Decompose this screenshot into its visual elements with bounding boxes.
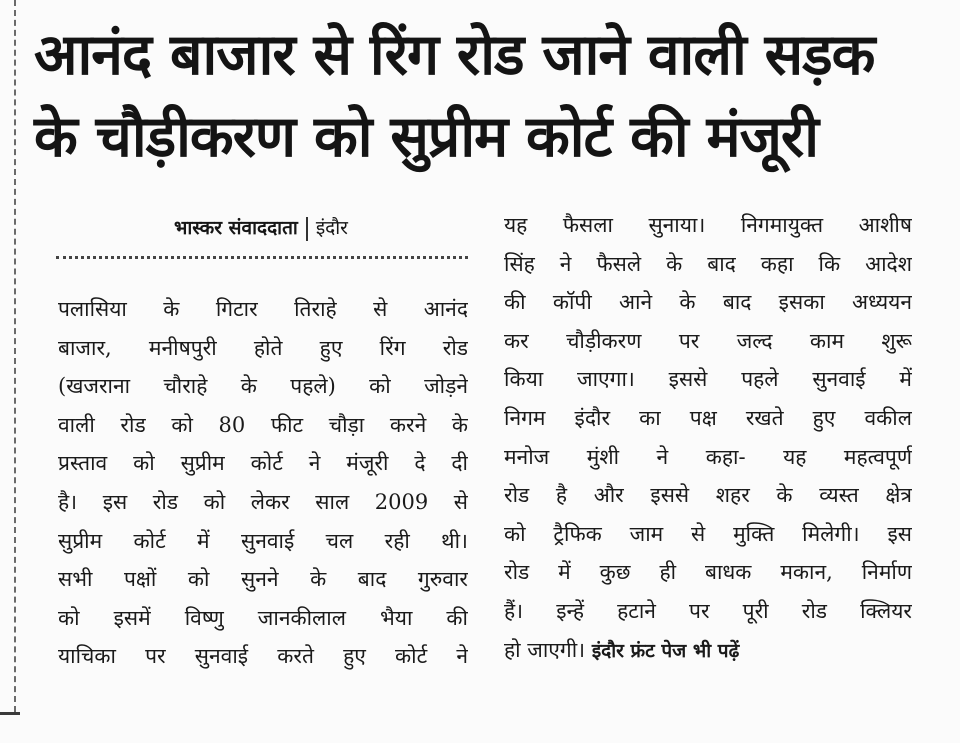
article-line: कर चौड़ीकरण पर जल्द काम शुरू xyxy=(504,328,912,353)
article-line: याचिका पर सुनवाई करते हुए कोर्ट ने xyxy=(58,644,468,669)
article-line: मनोज मुंशी ने कहा- यह महत्वपूर्ण xyxy=(504,444,912,469)
article-line: (खजराना चौराहे के पहले) को जोड़ने xyxy=(58,374,468,399)
article-column-right xyxy=(504,206,912,669)
article-line: की कॉपी आने के बाद इसका अध्ययन xyxy=(504,290,912,315)
article-line: है। इस रोड को लेकर साल 2009 से xyxy=(58,489,468,514)
headline-line-1: आनंद बाजार से रिंग रोड जाने वाली सड़क xyxy=(34,22,875,88)
article-last-line xyxy=(504,631,912,670)
article-line: पलासिया के गिटार तिराहे से आनंद xyxy=(58,297,468,321)
article-column-left xyxy=(58,290,468,676)
article-line: वाली रोड को 80 फीट चौड़ा करने के xyxy=(58,412,468,437)
byline-place: इंदौर xyxy=(315,217,348,239)
article-line: को इसमें विष्णु जानकीलाल भैया की xyxy=(58,605,468,630)
left-corner-rule xyxy=(0,712,20,715)
article-line: निगम इंदौर का पक्ष रखते हुए वकील xyxy=(504,405,912,430)
headline-line-2: के चौड़ीकरण को सुप्रीम कोर्ट की मंजूरी xyxy=(34,104,818,170)
article-line: किया जाएगा। इससे पहले सुनवाई में xyxy=(504,367,912,392)
byline-reporter: भास्कर संवाददाता xyxy=(174,217,298,239)
article-end-text: हो जाएगी। xyxy=(504,637,586,662)
headline xyxy=(34,14,944,178)
article-line: हैं। इन्हें हटाने पर पूरी रोड क्लियर xyxy=(504,598,912,623)
continued-reference: इंदौर फ्रंट पेज भी पढ़ें xyxy=(591,639,740,662)
article-line: प्रस्ताव को सुप्रीम कोर्ट ने मंजूरी दे दी xyxy=(58,451,468,476)
byline-dotted-rule xyxy=(56,256,468,259)
article-line: रोड में कुछ ही बाधक मकान, निर्माण xyxy=(504,560,912,585)
article-line: रोड है और इससे शहर के व्यस्त क्षेत्र xyxy=(504,483,912,508)
article-line: सुप्रीम कोर्ट में सुनवाई चल रही थी। xyxy=(58,528,468,553)
byline xyxy=(56,208,466,248)
article-line: सभी पक्षों को सुनने के बाद गुरुवार xyxy=(58,567,468,592)
article-line: यह फैसला सुनाया। निगमायुक्त आशीष xyxy=(504,213,912,237)
article-line: सिंह ने फैसले के बाद कहा कि आदेश xyxy=(504,251,912,276)
byline-separator xyxy=(306,217,308,241)
article-line: बाजार, मनीषपुरी होते हुए रिंग रोड xyxy=(58,335,468,360)
article-line: को ट्रैफिक जाम से मुक्ति मिलेगी। इस xyxy=(504,521,912,546)
left-dashed-border xyxy=(14,0,16,712)
